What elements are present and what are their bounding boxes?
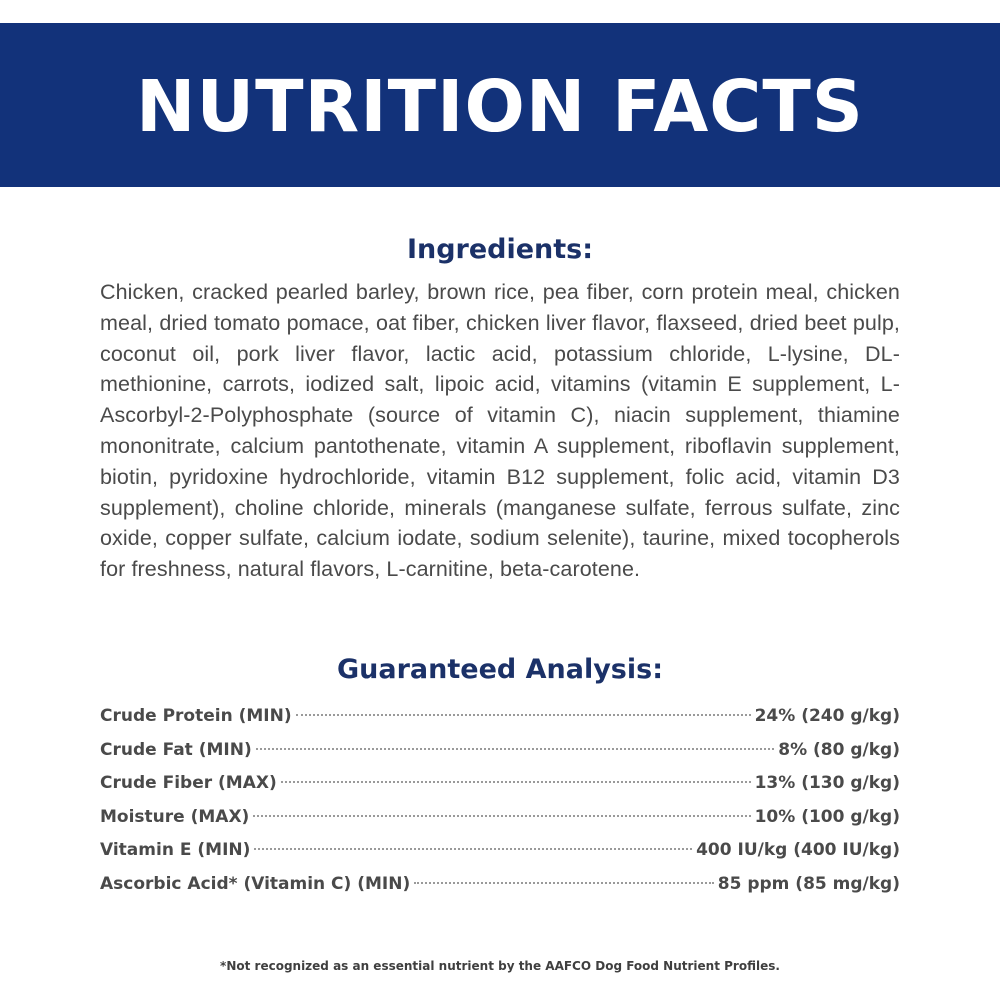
analysis-row-crude-fat bbox=[100, 734, 900, 768]
analysis-value: 400 IU/kg (400 IU/kg) bbox=[696, 840, 900, 861]
analysis-row-ascorbic-acid bbox=[100, 868, 900, 902]
analysis-label: Crude Protein (MIN) bbox=[100, 706, 292, 726]
page-title: NUTRITION FACTS bbox=[136, 64, 864, 148]
guaranteed-analysis-table bbox=[100, 700, 900, 902]
analysis-label: Crude Fiber (MAX) bbox=[100, 773, 277, 794]
analysis-row-moisture bbox=[100, 801, 900, 835]
analysis-row-vitamin-e bbox=[100, 834, 900, 868]
aafco-footnote: *Not recognized as an essential nutrient by the AAFCO Dog Food Nutrient Profiles. bbox=[220, 959, 780, 973]
analysis-label: Crude Fat (MIN) bbox=[100, 739, 252, 760]
title-banner bbox=[0, 23, 1000, 187]
analysis-label: Vitamin E (MIN) bbox=[100, 840, 251, 861]
analysis-value: 24% (240 g/kg) bbox=[754, 706, 900, 726]
guaranteed-analysis-heading: Guaranteed Analysis: bbox=[336, 654, 663, 685]
dotted-leader bbox=[414, 882, 714, 884]
analysis-value: 10% (100 g/kg) bbox=[754, 806, 900, 827]
dotted-leader bbox=[281, 781, 751, 783]
analysis-label: Moisture (MAX) bbox=[100, 806, 250, 827]
analysis-value: 8% (80 g/kg) bbox=[778, 739, 900, 760]
analysis-label: Ascorbic Acid* (Vitamin C) (MIN) bbox=[100, 873, 411, 894]
analysis-row-crude-protein bbox=[100, 700, 900, 734]
ingredients-heading: Ingredients: bbox=[406, 234, 594, 265]
dotted-leader bbox=[254, 848, 692, 850]
ingredients-list: Chicken, cracked pearled barley, brown rice, pea fiber, corn protein meal, chicken meal, dried tomato pomace, oat fiber, chicken liver flavor, flaxseed, dried beet pulp, coconut oil, pork liver flavor, lactic acid, potassium chloride, L-lysine, DL-methionine, carrots, iodized salt, lipoic acid, vitamins (vitamin E supplement, L-Ascorbyl-2-Polyphosphate (source of vitamin C), niacin supplement, thiamine mononitrate, calcium pantothenate, vitamin A supplement, riboflavin supplement, biotin, pyridoxine hydrochloride, vitamin B12 supplement, folic acid, vitamin D3 supplement), choline chloride, minerals (manganese sulfate, ferrous sulfate, zinc oxide, copper sulfate, calcium iodate, sodium selenite), taurine, mixed tocopherols for freshness, natural flavors, L-carnitine, beta-carotene. bbox=[100, 280, 900, 582]
dotted-leader bbox=[296, 714, 751, 716]
dotted-leader bbox=[256, 748, 775, 750]
analysis-value: 85 ppm (85 mg/kg) bbox=[717, 873, 900, 894]
dotted-leader bbox=[253, 815, 750, 817]
analysis-row-crude-fiber bbox=[100, 767, 900, 801]
analysis-value: 13% (130 g/kg) bbox=[754, 773, 900, 794]
